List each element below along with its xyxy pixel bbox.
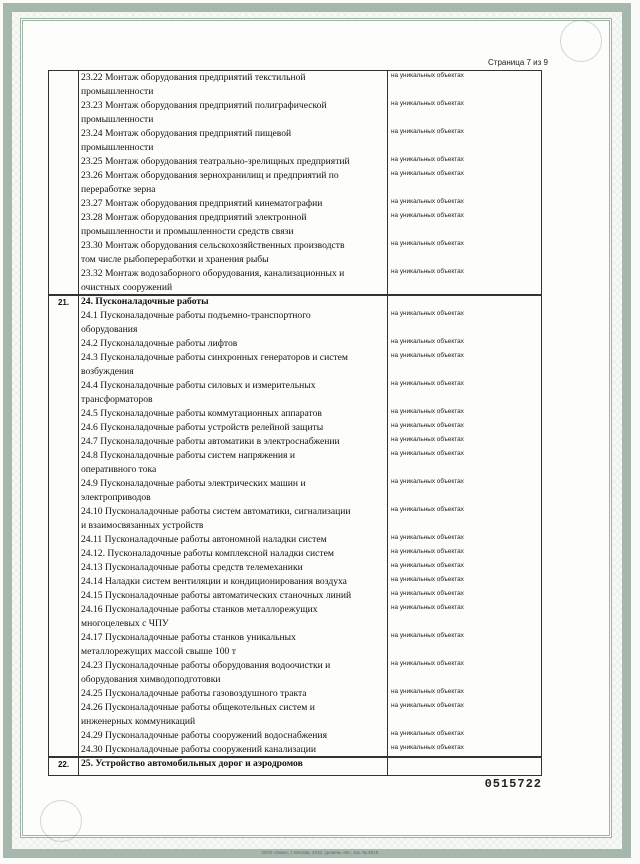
condition-text: на уникальных объектах [391,632,464,639]
work-type-text: 24.2 Пусконаладочные работы лифтов [81,338,238,349]
condition-text: на уникальных объектах [391,548,464,555]
table-row [49,211,541,239]
work-type-text: оперативного тока [81,464,157,475]
table-row [49,99,541,127]
work-type-text: 24.11 Пусконаладочные работы автономной наладки систем [81,534,327,545]
condition-text: на уникальных объектах [391,534,464,541]
work-type-text: оборудования [81,324,138,335]
work-type-text: инженерных коммуникаций [81,716,196,727]
condition-text: на уникальных объектах [391,240,464,247]
table-row [49,407,541,421]
work-type-text: 24.4 Пусконаладочные работы силовых и измерительных [81,380,316,391]
table-row [49,421,541,435]
condition-text: на уникальных объектах [391,156,464,163]
condition-text: на уникальных объектах [391,422,464,429]
work-type-text: 24.30 Пусконаладочные работы сооружений канализации [81,744,316,755]
table-row [49,505,541,533]
work-type-text: 23.22 Монтаж оборудования предприятий текстильной [81,72,306,83]
condition-text: на уникальных объектах [391,338,464,345]
condition-text: на уникальных объектах [391,310,464,317]
condition-text: на уникальных объектах [391,436,464,443]
work-type-text: 24.3 Пусконаладочные работы синхронных генераторов и систем [81,352,348,363]
row-number: 22. [57,760,70,769]
work-type-text: 23.25 Монтаж оборудования театрально-зрелищных предприятий [81,156,350,167]
table-row [49,197,541,211]
work-type-text: 24.29 Пусконаладочные работы сооружений водоснабжения [81,730,327,741]
work-type-text: промышленности и промышленности средств связи [81,226,294,237]
work-type-text: 23.30 Монтаж оборудования сельскохозяйственных производств [81,240,345,251]
condition-text: на уникальных объектах [391,604,464,611]
work-type-text: 24.5 Пусконаладочные работы коммутационных аппаратов [81,408,322,419]
table-row [49,561,541,575]
work-type-text: 24.12. Пусконаладочные работы комплексной наладки систем [81,548,334,559]
section-row [49,295,541,309]
work-type-text: 24.13 Пусконаладочные работы средств телемеханики [81,562,303,573]
serial-number: 0515722 [484,777,542,791]
work-type-text: электроприводов [81,492,151,503]
condition-text: на уникальных объектах [391,660,464,667]
work-type-text: 23.28 Монтаж оборудования предприятий электронной [81,212,307,223]
section-row [49,757,541,771]
condition-text: на уникальных объектах [391,688,464,695]
work-type-text: 24.16 Пусконаладочные работы станков металлорежущих [81,604,318,615]
work-type-text: том числе рыбопереработки и хранения рыбы [81,254,269,265]
table-row [49,547,541,561]
condition-text: на уникальных объектах [391,450,464,457]
row-number: 21. [57,298,70,307]
work-type-text: 24.23 Пусконаладочные работы оборудования водоочистки и [81,660,331,671]
condition-text: на уникальных объектах [391,744,464,751]
table-row [49,659,541,687]
table-row [49,71,541,99]
printer-imprint: ООО «Знак», г. Москва, 2010, уровень «В», зак. № 9215 [261,850,379,855]
table-row [49,477,541,505]
work-type-text: оборудования химводоподготовки [81,674,221,685]
work-type-text: 24.17 Пусконаладочные работы станков уникальных [81,632,296,643]
work-type-text: 24.7 Пусконаладочные работы автоматики в электроснабжении [81,436,340,447]
work-type-text: возбуждения [81,366,134,377]
condition-text: на уникальных объектах [391,380,464,387]
table-row [49,267,541,295]
condition-text: на уникальных объектах [391,128,464,135]
work-type-text: металлорежущих массой свыше 100 т [81,646,236,657]
table-row [49,379,541,407]
work-type-text: 23.32 Монтаж водозаборного оборудования, канализационных и [81,268,345,279]
table-row [49,449,541,477]
work-type-text: 24.10 Пусконаладочные работы систем автоматики, сигнализации [81,506,351,517]
table-row [49,337,541,351]
condition-text: на уникальных объектах [391,198,464,205]
work-type-text: 24.26 Пусконаладочные работы общекотельных систем и [81,702,315,713]
work-type-text: 24.1 Пусконаладочные работы подъемно-транспортного [81,310,311,321]
table-row [49,169,541,197]
work-type-text: 23.27 Монтаж оборудования предприятий кинематографии [81,198,323,209]
work-type-text: 24.14 Наладки систем вентиляции и кондиционирования воздуха [81,576,347,587]
table-row [49,309,541,337]
table-row [49,729,541,743]
condition-text: на уникальных объектах [391,506,464,513]
condition-text: на уникальных объектах [391,576,464,583]
work-types-table [48,70,542,776]
work-type-text: 24.25 Пусконаладочные работы газовоздушного тракта [81,688,307,699]
border-rosette [560,20,602,62]
table-row [49,351,541,379]
work-type-text: и взаимосвязанных устройств [81,520,204,531]
work-type-text: 25. Устройство автомобильных дорог и аэродромов [81,758,303,769]
work-type-text: 24.9 Пусконаладочные работы электрических машин и [81,478,306,489]
table-row [49,589,541,603]
table-row [49,127,541,155]
condition-text: на уникальных объектах [391,352,464,359]
condition-text: на уникальных объектах [391,590,464,597]
border-rosette [40,800,82,842]
work-type-text: 24.8 Пусконаладочные работы систем напряжения и [81,450,295,461]
condition-text: на уникальных объектах [391,478,464,485]
work-type-text: трансформаторов [81,394,153,405]
condition-text: на уникальных объектах [391,212,464,219]
work-type-text: очистных сооружений [81,282,173,293]
condition-text: на уникальных объектах [391,72,464,79]
work-type-text: 24.6 Пусконаладочные работы устройств релейной защиты [81,422,324,433]
work-type-text: многоцелевых с ЧПУ [81,618,169,629]
work-type-text: переработке зерна [81,184,156,195]
work-type-text: 24. Пусконаладочные работы [81,296,209,307]
table-row [49,155,541,169]
condition-text: на уникальных объектах [391,702,464,709]
table-row [49,631,541,659]
condition-text: на уникальных объектах [391,408,464,415]
table-row [49,603,541,631]
condition-text: на уникальных объектах [391,170,464,177]
table-row [49,743,541,757]
condition-text: на уникальных объектах [391,562,464,569]
table-row [49,687,541,701]
table-row [49,435,541,449]
condition-text: на уникальных объектах [391,730,464,737]
table-row [49,533,541,547]
work-type-text: промышленности [81,86,154,97]
table-row [49,239,541,267]
work-type-text: 24.15 Пусконаладочные работы автоматических станочных линий [81,590,352,601]
condition-text: на уникальных объектах [391,268,464,275]
table-row [49,575,541,589]
table-row [49,701,541,729]
condition-text: на уникальных объектах [391,100,464,107]
work-type-text: промышленности [81,114,154,125]
work-type-text: 23.26 Монтаж оборудования зернохранилищ и предприятий по [81,170,339,181]
work-type-text: 23.24 Монтаж оборудования предприятий пищевой [81,128,292,139]
page-number: Страница 7 из 9 [488,58,548,67]
work-type-text: промышленности [81,142,154,153]
work-type-text: 23.23 Монтаж оборудования предприятий полиграфической [81,100,327,111]
